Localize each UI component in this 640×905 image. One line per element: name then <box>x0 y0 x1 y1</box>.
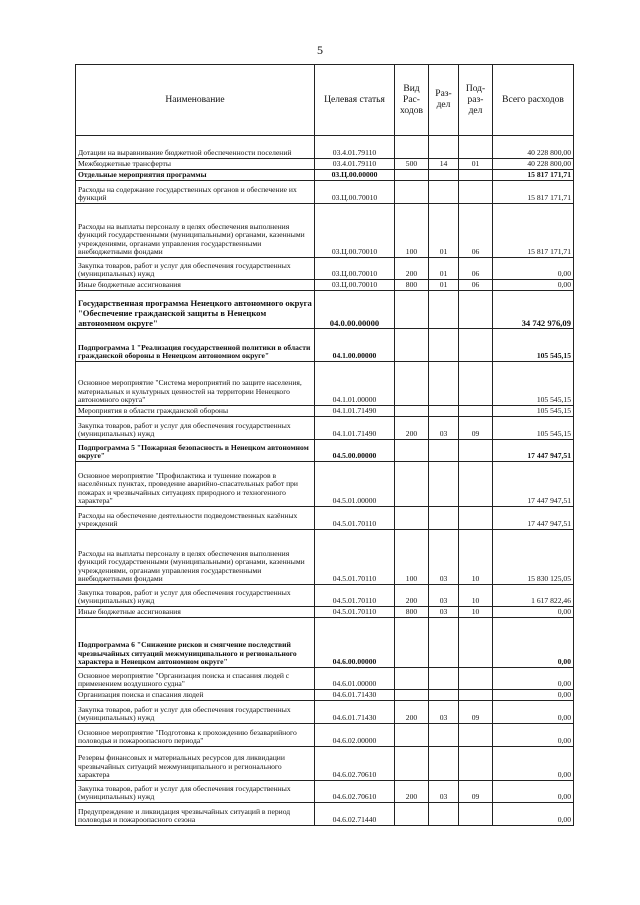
row-target-article-cell: 04.5.01.70110 <box>315 585 395 607</box>
row-target-article-cell: 04.6.02.00000 <box>315 724 395 747</box>
row-total-cell: 0,00 <box>493 607 574 618</box>
table-row <box>76 607 574 618</box>
row-subsection-cell: 06 <box>459 204 493 258</box>
table-row <box>76 690 574 701</box>
row-total-cell: 0,00 <box>493 747 574 781</box>
row-name-cell: Основное мероприятие "Организация поиска и спасания людей с применением воздушного судна" <box>76 668 315 690</box>
row-expense-type-cell <box>395 181 429 204</box>
row-total-cell: 105 545,15 <box>493 406 574 417</box>
row-subsection-cell <box>459 618 493 668</box>
table-row <box>76 406 574 417</box>
row-total-cell: 1 617 822,46 <box>493 585 574 607</box>
table-row <box>76 170 574 181</box>
row-subsection-cell <box>459 668 493 690</box>
row-name-cell: Закупка товаров, работ и услуг для обеспечения государственных (муниципальных) нужд <box>76 258 315 280</box>
row-target-article-cell: 03.4.01.79110 <box>315 159 395 170</box>
row-expense-type-cell <box>395 406 429 417</box>
row-target-article-cell: 04.6.01.00000 <box>315 668 395 690</box>
row-section-cell <box>429 291 459 329</box>
row-subsection-cell <box>459 329 493 362</box>
row-subsection-cell: 06 <box>459 280 493 291</box>
row-section-cell <box>429 690 459 701</box>
table-row <box>76 136 574 159</box>
row-total-cell: 105 545,15 <box>493 362 574 406</box>
row-total-cell: 0,00 <box>493 803 574 826</box>
row-name-cell: Закупка товаров, работ и услуг для обеспечения государственных (муниципальных) нужд <box>76 781 315 803</box>
row-total-cell: 0,00 <box>493 781 574 803</box>
row-target-article-cell: 04.5.01.70110 <box>315 607 395 618</box>
row-name-cell: Закупка товаров, работ и услуг для обеспечения государственных (муниципальных) нужд <box>76 585 315 607</box>
row-subsection-cell <box>459 291 493 329</box>
row-total-cell: 40 228 800,00 <box>493 159 574 170</box>
row-subsection-cell <box>459 136 493 159</box>
row-expense-type-cell <box>395 440 429 462</box>
table-row <box>76 701 574 724</box>
row-expense-type-cell: 100 <box>395 204 429 258</box>
row-total-cell: 105 545,15 <box>493 329 574 362</box>
row-target-article-cell: 04.1.01.71490 <box>315 417 395 440</box>
row-expense-type-cell: 100 <box>395 530 429 585</box>
table-row <box>76 417 574 440</box>
row-name-cell: Подпрограмма 5 "Пожарная безопасность в Ненецком автономном округе" <box>76 440 315 462</box>
row-target-article-cell: 04.0.00.00000 <box>315 291 395 329</box>
row-expense-type-cell <box>395 507 429 530</box>
table-row <box>76 181 574 204</box>
row-name-cell: Отдельные мероприятия программы <box>76 170 315 181</box>
row-expense-type-cell <box>395 291 429 329</box>
row-section-cell <box>429 362 459 406</box>
row-name-cell: Межбюджетные трансферты <box>76 159 315 170</box>
row-target-article-cell: 04.1.00.00000 <box>315 329 395 362</box>
row-expense-type-cell: 200 <box>395 417 429 440</box>
table-row <box>76 618 574 668</box>
row-section-cell <box>429 440 459 462</box>
row-expense-type-cell <box>395 724 429 747</box>
row-expense-type-cell: 800 <box>395 607 429 618</box>
row-target-article-cell: 04.6.00.00000 <box>315 618 395 668</box>
header-section: Раз- дел <box>429 65 459 136</box>
row-subsection-cell: 10 <box>459 530 493 585</box>
row-target-article-cell: 03.Ц.00.70010 <box>315 280 395 291</box>
row-total-cell: 15 817 171,71 <box>493 170 574 181</box>
row-subsection-cell: 01 <box>459 159 493 170</box>
header-name: Наименование <box>76 65 315 136</box>
row-section-cell: 14 <box>429 159 459 170</box>
row-target-article-cell: 04.6.01.71430 <box>315 690 395 701</box>
row-target-article-cell: 04.6.02.71440 <box>315 803 395 826</box>
table-row <box>76 291 574 329</box>
row-section-cell <box>429 170 459 181</box>
header-subsection: Под- раз- дел <box>459 65 493 136</box>
row-target-article-cell: 03.Ц.00.70010 <box>315 258 395 280</box>
row-expense-type-cell <box>395 747 429 781</box>
page-number: 5 <box>317 43 323 57</box>
row-expense-type-cell: 200 <box>395 701 429 724</box>
row-target-article-cell: 04.1.01.00000 <box>315 362 395 406</box>
table-row <box>76 462 574 507</box>
table-row <box>76 204 574 258</box>
row-expense-type-cell: 500 <box>395 159 429 170</box>
row-subsection-cell: 09 <box>459 417 493 440</box>
row-section-cell: 01 <box>429 204 459 258</box>
row-section-cell <box>429 329 459 362</box>
row-section-cell <box>429 668 459 690</box>
row-name-cell: Подпрограмма 1 "Реализация государственной политики в области гражданской обороны в Ненецком автономном округе" <box>76 329 315 362</box>
row-name-cell: Основное мероприятие "Подготовка к прохождению безаварийного половодья и пожароопасного периода" <box>76 724 315 747</box>
row-target-article-cell: 03.Ц.00.70010 <box>315 204 395 258</box>
table-row <box>76 530 574 585</box>
row-total-cell: 40 228 800,00 <box>493 136 574 159</box>
table-row <box>76 159 574 170</box>
row-name-cell: Дотации на выравнивание бюджетной обеспеченности поселений <box>76 136 315 159</box>
row-total-cell: 0,00 <box>493 618 574 668</box>
row-target-article-cell: 04.6.02.70610 <box>315 747 395 781</box>
row-target-article-cell: 04.6.02.70610 <box>315 781 395 803</box>
row-name-cell: Мероприятия в области гражданской обороны <box>76 406 315 417</box>
row-section-cell <box>429 618 459 668</box>
row-total-cell: 34 742 976,09 <box>493 291 574 329</box>
row-subsection-cell <box>459 507 493 530</box>
row-target-article-cell: 03.4.01.79110 <box>315 136 395 159</box>
table-row <box>76 362 574 406</box>
row-total-cell: 17 447 947,51 <box>493 440 574 462</box>
table-row <box>76 803 574 826</box>
row-name-cell: Основное мероприятие "Система мероприятий по защите населения, материальных и культурных ценностей на территории Ненецкого автономного округа" <box>76 362 315 406</box>
row-expense-type-cell <box>395 170 429 181</box>
row-name-cell: Резервы финансовых и материальных ресурсов для ликвидации чрезвычайных ситуаций межмуниципального и регионального характера <box>76 747 315 781</box>
table-row <box>76 507 574 530</box>
row-section-cell: 03 <box>429 607 459 618</box>
row-total-cell: 0,00 <box>493 690 574 701</box>
row-section-cell <box>429 747 459 781</box>
row-expense-type-cell <box>395 618 429 668</box>
row-target-article-cell: 03.Ц.00.00000 <box>315 170 395 181</box>
row-name-cell: Иные бюджетные ассигнования <box>76 280 315 291</box>
table-row <box>76 724 574 747</box>
row-subsection-cell <box>459 406 493 417</box>
row-target-article-cell: 04.6.01.71430 <box>315 701 395 724</box>
row-total-cell: 0,00 <box>493 258 574 280</box>
row-subsection-cell <box>459 181 493 204</box>
row-section-cell <box>429 724 459 747</box>
row-total-cell: 17 447 947,51 <box>493 507 574 530</box>
row-expense-type-cell <box>395 803 429 826</box>
row-name-cell: Подпрограмма 6 "Снижение рисков и смягчение последствий чрезвычайных ситуаций межмуниципального и регионального характера в Ненецком автономном округе" <box>76 618 315 668</box>
row-name-cell: Расходы на выплаты персоналу в целях обеспечения выполнения функций государственными (муниципальными) органами, казенными учреждениями, органами управления государственными внебюджетными фондами <box>76 530 315 585</box>
row-subsection-cell <box>459 440 493 462</box>
row-subsection-cell <box>459 724 493 747</box>
row-name-cell: Государственная программа Ненецкого автономного округа "Обеспечение гражданской защиты в Ненецком автономном округе" <box>76 291 315 329</box>
table-row <box>76 329 574 362</box>
row-target-article-cell: 04.5.01.70110 <box>315 530 395 585</box>
row-section-cell: 03 <box>429 701 459 724</box>
row-name-cell: Расходы на выплаты персоналу в целях обеспечения выполнения функций государственными (муниципальными) органами, казенными учреждениями, органами управления государственными внебюджетными фондами <box>76 204 315 258</box>
row-section-cell: 03 <box>429 417 459 440</box>
row-section-cell <box>429 803 459 826</box>
row-total-cell: 15 817 171,71 <box>493 181 574 204</box>
table-row <box>76 668 574 690</box>
row-total-cell: 0,00 <box>493 724 574 747</box>
row-expense-type-cell <box>395 462 429 507</box>
row-subsection-cell <box>459 747 493 781</box>
row-expense-type-cell <box>395 136 429 159</box>
row-expense-type-cell <box>395 690 429 701</box>
row-subsection-cell: 09 <box>459 781 493 803</box>
row-section-cell <box>429 181 459 204</box>
budget-table <box>75 64 574 826</box>
header-target-article: Целевая статья <box>315 65 395 136</box>
row-subsection-cell <box>459 462 493 507</box>
row-target-article-cell: 04.5.00.00000 <box>315 440 395 462</box>
row-name-cell: Основное мероприятие "Профилактика и тушение пожаров в населённых пунктах, проведение аварийно-спасательных работ при пожарах и чрезвычайных ситуациях природного и техногенного характера" <box>76 462 315 507</box>
row-subsection-cell <box>459 362 493 406</box>
row-section-cell <box>429 406 459 417</box>
row-subsection-cell <box>459 690 493 701</box>
row-target-article-cell: 04.5.01.70110 <box>315 507 395 530</box>
table-header-row <box>76 65 574 136</box>
table-row <box>76 280 574 291</box>
row-name-cell: Расходы на содержание государственных органов и обеспечение их функций <box>76 181 315 204</box>
row-total-cell: 17 447 947,51 <box>493 462 574 507</box>
table-row <box>76 258 574 280</box>
row-expense-type-cell: 200 <box>395 781 429 803</box>
row-name-cell: Закупка товаров, работ и услуг для обеспечения государственных (муниципальных) нужд <box>76 417 315 440</box>
row-subsection-cell <box>459 170 493 181</box>
row-subsection-cell <box>459 803 493 826</box>
row-subsection-cell: 10 <box>459 585 493 607</box>
table-row <box>76 781 574 803</box>
row-expense-type-cell <box>395 668 429 690</box>
row-total-cell: 15 830 125,05 <box>493 530 574 585</box>
row-name-cell: Иные бюджетные ассигнования <box>76 607 315 618</box>
row-subsection-cell: 06 <box>459 258 493 280</box>
row-section-cell <box>429 136 459 159</box>
row-section-cell: 03 <box>429 530 459 585</box>
table-row <box>76 585 574 607</box>
row-expense-type-cell: 800 <box>395 280 429 291</box>
table-row <box>76 440 574 462</box>
row-expense-type-cell <box>395 329 429 362</box>
row-expense-type-cell: 200 <box>395 585 429 607</box>
row-target-article-cell: 04.1.01.71490 <box>315 406 395 417</box>
row-subsection-cell: 09 <box>459 701 493 724</box>
row-target-article-cell: 03.Ц.00.70010 <box>315 181 395 204</box>
table-row <box>76 747 574 781</box>
row-name-cell: Закупка товаров, работ и услуг для обеспечения государственных (муниципальных) нужд <box>76 701 315 724</box>
header-total-expenses: Всего расходов <box>493 65 574 136</box>
row-section-cell <box>429 507 459 530</box>
row-total-cell: 15 817 171,71 <box>493 204 574 258</box>
header-expense-type: Вид Рас- ходов <box>395 65 429 136</box>
row-expense-type-cell: 200 <box>395 258 429 280</box>
row-expense-type-cell <box>395 362 429 406</box>
row-section-cell: 01 <box>429 258 459 280</box>
row-section-cell: 03 <box>429 585 459 607</box>
row-name-cell: Организация поиска и спасания людей <box>76 690 315 701</box>
row-total-cell: 0,00 <box>493 668 574 690</box>
row-name-cell: Предупреждение и ликвидация чрезвычайных ситуаций в период половодья и пожароопасного сезона <box>76 803 315 826</box>
row-section-cell <box>429 462 459 507</box>
row-total-cell: 0,00 <box>493 701 574 724</box>
row-target-article-cell: 04.5.01.00000 <box>315 462 395 507</box>
row-total-cell: 105 545,15 <box>493 417 574 440</box>
row-section-cell: 01 <box>429 280 459 291</box>
row-name-cell: Расходы на обеспечение деятельности подведомственных казённых учреждений <box>76 507 315 530</box>
row-section-cell: 03 <box>429 781 459 803</box>
row-total-cell: 0,00 <box>493 280 574 291</box>
row-subsection-cell: 10 <box>459 607 493 618</box>
